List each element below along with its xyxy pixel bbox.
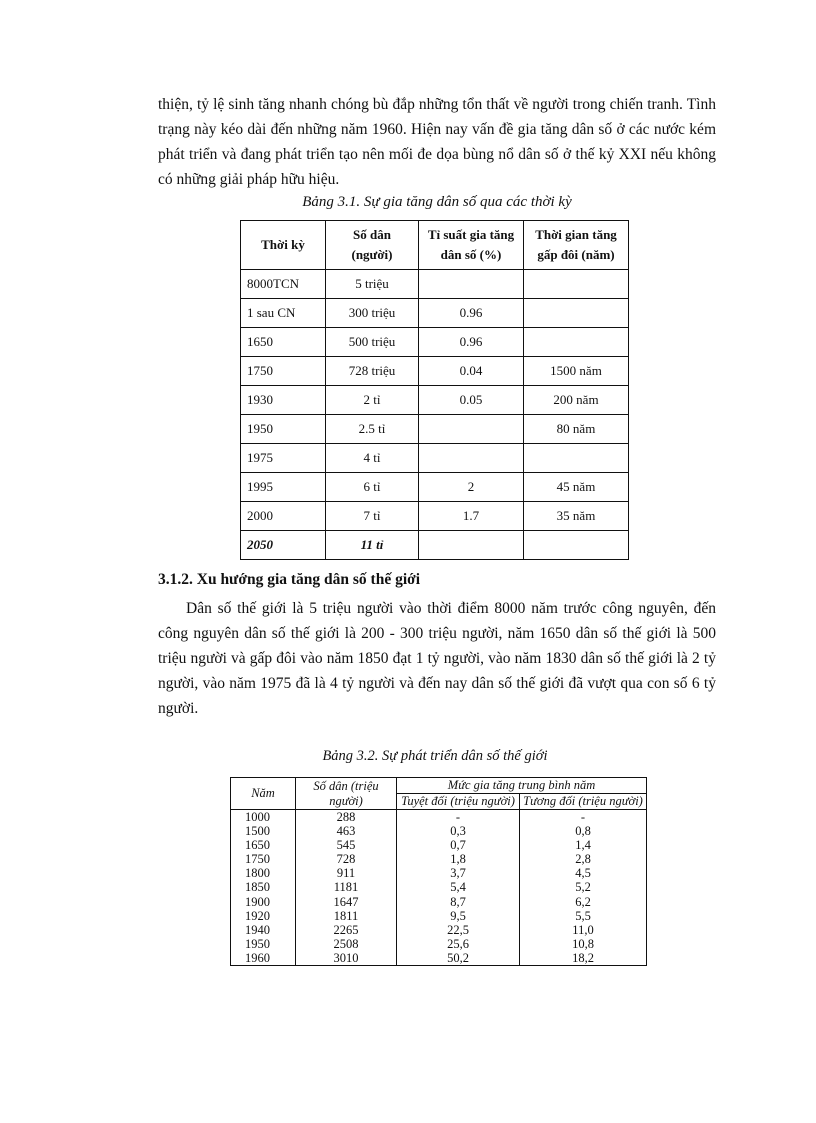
table-cell: 11 tỉ	[326, 531, 419, 560]
table-cell: 2,8	[520, 852, 647, 866]
table-cell: 0.04	[419, 357, 524, 386]
table-cell: 25,6	[397, 937, 520, 951]
table-cell: 1 sau CN	[241, 299, 326, 328]
table1-body	[241, 270, 629, 560]
table-cell: 1647	[296, 895, 397, 909]
table-cell: 8,7	[397, 895, 520, 909]
table-cell: 0,3	[397, 824, 520, 838]
table-cell: 2508	[296, 937, 397, 951]
table-cell: 1650	[231, 838, 296, 852]
table-cell: 1000	[231, 810, 296, 825]
table-cell: 1811	[296, 909, 397, 923]
table-cell: 0.96	[419, 299, 524, 328]
table-cell: 2265	[296, 923, 397, 937]
table-row	[231, 866, 647, 880]
header-period: Thời kỳ	[241, 221, 326, 270]
table-cell: 1650	[241, 328, 326, 357]
population-growth-table	[240, 220, 629, 560]
table-row	[231, 951, 647, 966]
table-cell: 545	[296, 838, 397, 852]
body-paragraph: Dân số thế giới là 5 triệu người vào thời điểm 8000 năm trước công nguyên, đến công nguyên dân số thế giới là 200 - 300 triệu người, năm 1650 dân số thế giới là 500 triệu người và gấp đôi vào năm 1850 đạt 1 tỷ người, vào năm 1830 dân số thế giới là 2 tỷ người, vào năm 1975 đã là 4 tỷ người và đến nay dân số thế giới đã vượt qua con số 6 tỷ người.	[158, 600, 716, 717]
table-row	[231, 923, 647, 937]
table-cell: 2050	[241, 531, 326, 560]
table-cell: 2 tỉ	[326, 386, 419, 415]
table-cell: 6,2	[520, 895, 647, 909]
table-cell: -	[397, 810, 520, 825]
table-cell: 2	[419, 473, 524, 502]
table-cell	[524, 531, 629, 560]
table-cell: 80 năm	[524, 415, 629, 444]
header-population: Số dân (người)	[326, 221, 419, 270]
table-cell: 463	[296, 824, 397, 838]
table-cell: 1,8	[397, 852, 520, 866]
table2-caption: Bảng 3.2. Sự phát triển dân số thế giới	[322, 748, 548, 764]
header-year: Năm	[231, 778, 296, 810]
table-cell: 6 tỉ	[326, 473, 419, 502]
table-cell: 1995	[241, 473, 326, 502]
table-cell: 288	[296, 810, 397, 825]
table-cell	[524, 270, 629, 299]
table-cell: 1,4	[520, 838, 647, 852]
table-cell: 911	[296, 866, 397, 880]
table-row	[241, 299, 629, 328]
table-cell: 5,2	[520, 880, 647, 894]
table-cell: 5,4	[397, 880, 520, 894]
table-cell: 2000	[241, 502, 326, 531]
table-row	[241, 531, 629, 560]
table-cell: 728 triệu	[326, 357, 419, 386]
table-cell: 1800	[231, 866, 296, 880]
table-cell: 1950	[241, 415, 326, 444]
table-cell: 0,8	[520, 824, 647, 838]
table-cell	[524, 444, 629, 473]
table-cell: 5 triệu	[326, 270, 419, 299]
header-population: Số dân (triệu người)	[296, 778, 397, 810]
table-cell	[419, 415, 524, 444]
table-cell: 11,0	[520, 923, 647, 937]
table-cell: 22,5	[397, 923, 520, 937]
table-cell: 1900	[231, 895, 296, 909]
table-cell: 1960	[231, 951, 296, 966]
table-cell	[524, 328, 629, 357]
table-cell: 7 tỉ	[326, 502, 419, 531]
table-cell: 1500 năm	[524, 357, 629, 386]
table-row	[241, 473, 629, 502]
table-cell: 1.7	[419, 502, 524, 531]
table-row	[241, 444, 629, 473]
table-row	[241, 502, 629, 531]
table-cell: 4,5	[520, 866, 647, 880]
table-cell: 1750	[241, 357, 326, 386]
table-cell: 1850	[231, 880, 296, 894]
table-row	[241, 415, 629, 444]
table-cell: 18,2	[520, 951, 647, 966]
table-cell	[419, 444, 524, 473]
table-cell: 3,7	[397, 866, 520, 880]
header-relative: Tương đối (triệu người)	[520, 794, 647, 810]
table-cell: 5,5	[520, 909, 647, 923]
table-cell: 2.5 tỉ	[326, 415, 419, 444]
table-cell: 1930	[241, 386, 326, 415]
table-cell: 1940	[231, 923, 296, 937]
table-cell: 0,7	[397, 838, 520, 852]
table-row	[231, 880, 647, 894]
table-cell: 1181	[296, 880, 397, 894]
header-growth-rate: Tỉ suất gia tăng dân số (%)	[419, 221, 524, 270]
table2-body	[231, 810, 647, 966]
table1-header-row	[241, 221, 629, 270]
table-cell: -	[520, 810, 647, 825]
table-cell: 1975	[241, 444, 326, 473]
section-heading: 3.1.2. Xu hướng gia tăng dân số thế giới	[158, 571, 421, 588]
intro-paragraph: thiện, tỷ lệ sinh tăng nhanh chóng bù đắp những tổn thất về người trong chiến tranh. Tình trạng này kéo dài đến những năm 1960. Hiện nay vấn đề gia tăng dân số ở các nước kém phát triển và đang phát triển tạo nên mối đe dọa bùng nổ dân số ở thế kỷ XXI nếu không có những giải pháp hữu hiệu.	[158, 96, 716, 188]
header-absolute: Tuyệt đối (triệu người)	[397, 794, 520, 810]
table-row	[241, 328, 629, 357]
table-cell: 1950	[231, 937, 296, 951]
table-cell: 1750	[231, 852, 296, 866]
table1-caption: Bảng 3.1. Sự gia tăng dân số qua các thời kỳ	[302, 194, 572, 210]
table-row	[231, 810, 647, 825]
table-cell: 4 tỉ	[326, 444, 419, 473]
world-population-table	[230, 777, 647, 966]
table-row	[231, 838, 647, 852]
table-cell: 200 năm	[524, 386, 629, 415]
table-row	[241, 386, 629, 415]
table-cell: 8000TCN	[241, 270, 326, 299]
table-row	[231, 895, 647, 909]
table-cell: 0.96	[419, 328, 524, 357]
table-cell: 50,2	[397, 951, 520, 966]
table-cell: 500 triệu	[326, 328, 419, 357]
table-cell: 3010	[296, 951, 397, 966]
table-cell: 728	[296, 852, 397, 866]
table-cell: 9,5	[397, 909, 520, 923]
table-cell: 1500	[231, 824, 296, 838]
table-row	[241, 357, 629, 386]
header-average-growth: Mức gia tăng trung bình năm	[397, 778, 647, 794]
table-cell: 45 năm	[524, 473, 629, 502]
table-cell	[419, 270, 524, 299]
table-cell	[524, 299, 629, 328]
table-cell: 35 năm	[524, 502, 629, 531]
table-cell: 0.05	[419, 386, 524, 415]
table-cell	[419, 531, 524, 560]
header-doubling-time: Thời gian tăng gấp đôi (năm)	[524, 221, 629, 270]
table-cell: 300 triệu	[326, 299, 419, 328]
table-row	[241, 270, 629, 299]
table-row	[231, 824, 647, 838]
table-row	[231, 909, 647, 923]
table-cell: 10,8	[520, 937, 647, 951]
table-row	[231, 852, 647, 866]
table-row	[231, 937, 647, 951]
table-cell: 1920	[231, 909, 296, 923]
